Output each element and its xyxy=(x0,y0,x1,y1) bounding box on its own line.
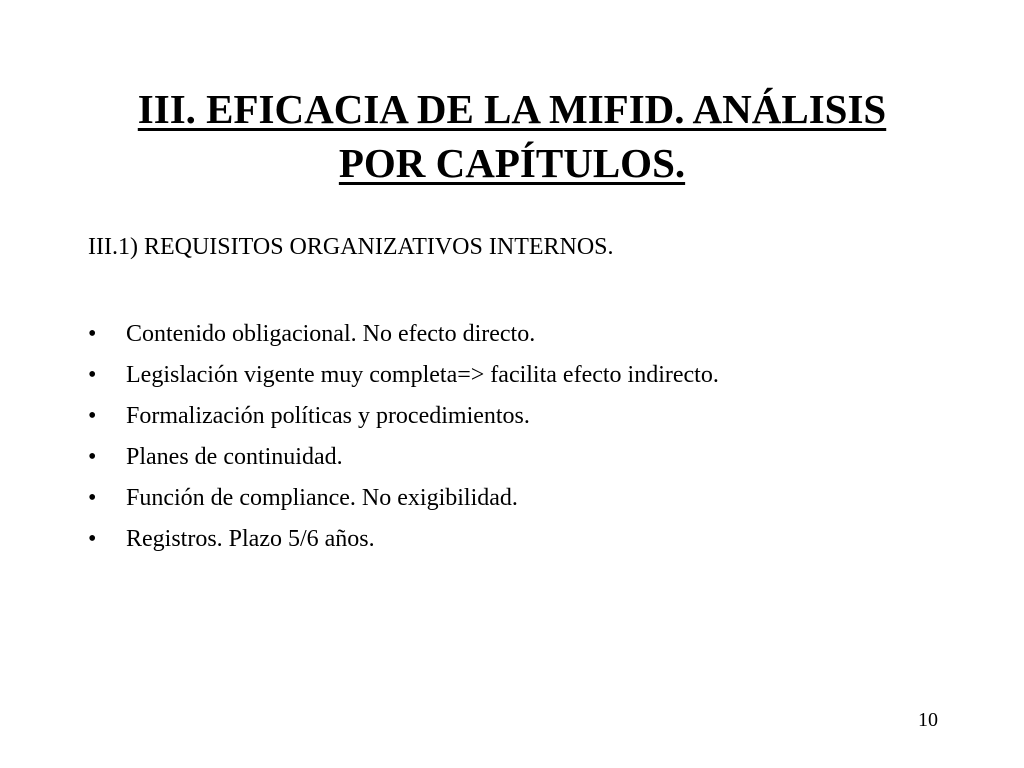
bullet-item-4 xyxy=(88,437,968,478)
bullet-list xyxy=(88,314,968,560)
bullet-item-2 xyxy=(88,355,968,396)
bullet-text: Formalización políticas y procedimientos. xyxy=(126,403,530,429)
bullet-icon: • xyxy=(88,362,97,388)
title-line-1 xyxy=(60,82,964,136)
bullet-icon: • xyxy=(88,444,97,470)
slide-title xyxy=(60,82,964,190)
bullet-icon: • xyxy=(88,403,97,429)
bullet-text: Función de compliance. No exigibilidad. xyxy=(126,485,518,511)
bullet-item-6 xyxy=(88,519,968,560)
bullet-text: Registros. Plazo 5/6 años. xyxy=(126,526,375,552)
bullet-text: Contenido obligacional. No efecto directo. xyxy=(126,321,536,347)
title-line-2-text: POR CAPÍTULOS. xyxy=(338,140,686,186)
page-number: 10 xyxy=(918,709,938,731)
bullet-icon: • xyxy=(88,321,97,347)
bullet-item-5 xyxy=(88,478,968,519)
bullet-text: Planes de continuidad. xyxy=(126,444,343,470)
title-line-2 xyxy=(60,136,964,190)
bullet-icon: • xyxy=(88,526,97,552)
bullet-icon: • xyxy=(88,485,97,511)
bullet-item-1 xyxy=(88,314,968,355)
bullet-item-3 xyxy=(88,396,968,437)
title-line-1-text: III. EFICACIA DE LA MIFID. ANÁLISIS xyxy=(137,86,887,132)
section-subtitle: III.1) REQUISITOS ORGANIZATIVOS INTERNOS. xyxy=(88,234,614,260)
bullet-text: Legislación vigente muy completa=> facilita efecto indirecto. xyxy=(126,362,719,388)
